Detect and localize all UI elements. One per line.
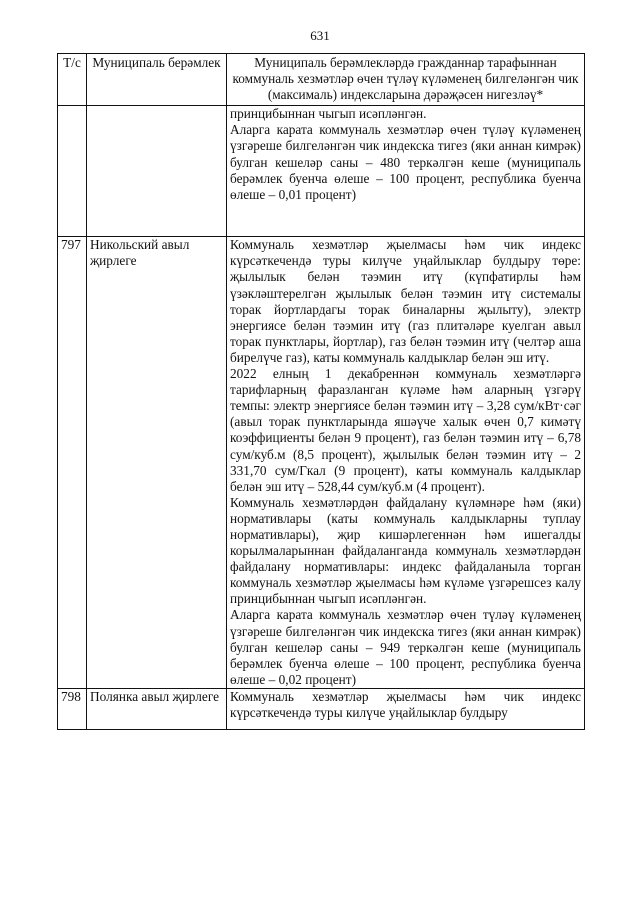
table-row xyxy=(58,106,585,237)
row-municipality: Никольский авыл җирлеге xyxy=(87,237,227,689)
page-number: 631 xyxy=(310,28,330,43)
header-municipality: Муниципаль берәмлек xyxy=(87,54,227,106)
row-num xyxy=(58,106,87,237)
row-description xyxy=(227,237,585,689)
row-num: 798 xyxy=(58,688,87,729)
row-municipality: Полянка авыл җирлеге xyxy=(87,688,227,729)
row-municipality xyxy=(87,106,227,237)
row-paragraph: Аларга карата коммуналь хезмәтләр өчен түләү күләменең үзгәреше билгеләнгән чик индекска тигез (яки аннан кимрәк) булган кешеләр саны – 949 теркәлгән кеше (муниципаль берәмлек буенча өлеше – 100 процент, республика буенча өлеше – 0,02 процент) xyxy=(230,607,581,687)
header-description: Муниципаль берәмлекләрдә гражданнар тарафыннан коммуналь хезмәтләр өчен түләү күләменең билгеләнгән чик (максималь) индексларына дәрәҗәсен нигезләү* xyxy=(227,54,585,106)
row-paragraph: принцибыннан чыгып исәпләнгән. xyxy=(230,106,427,122)
row-description xyxy=(227,688,585,729)
table-row xyxy=(58,688,585,729)
header-num: Т/с xyxy=(58,54,87,106)
row-paragraph: Коммуналь хезмәтләр җыелмасы һәм чик индекс күрсәткечендә туры килүче уңайлыклар булдыру xyxy=(230,688,581,720)
tariff-justification-table xyxy=(57,53,585,730)
row-paragraph: Коммуналь хезмәтләрдән файдалану күләмнәре һәм (яки) нормативлары (каты коммуналь калдыкларны туплау нормативлары), җир кишәрлегеннән һәм ишегалды корылмаларыннан файдаланганда коммуналь хезмәтләрдән файдалану нормативлары: индекс файдаланыла торган коммуналь хезмәтләр җыелмасы һәм күләме үзгәрешсез калу принцибыннан чыгып исәпләнгән. xyxy=(230,494,581,607)
row-description xyxy=(227,106,585,237)
row-paragraph: 2022 елның 1 декабреннән коммуналь хезмәтләргә тарифларның фаразланган күләме һәм аларның үзгәрү темпы: электр энергиясе белән тәэмин итү – 3,28 сум/кВт·сәг (авыл торак пунктларында яшәүче халык өчен 0,7 кимәтү коэффициенты белән 9 процент), газ белән тәэмин итү – 6,78 сум/куб.м (8,5 процент), җылылык белән тәэмин итү – 2 331,70 сум/Гкал (9 процент), каты коммуналь калдыклар белән эш итү – 528,44 сум/куб.м (4 процент). xyxy=(230,366,581,494)
row-paragraph: Аларга карата коммуналь хезмәтләр өчен түләү күләменең үзгәреше билгеләнгән чик индекска тигез (яки аннан кимрәк) булган кешеләр саны – 480 теркәлгән кеше (муниципаль берәмлек буенча өлеше – 100 процент, республика буенча өлеше – 0,01 процент) xyxy=(230,122,581,202)
row-num: 797 xyxy=(58,237,87,689)
row-paragraph: Коммуналь хезмәтләр җыелмасы һәм чик индекс күрсәткечендә туры килүче уңайлыклар булдыру төре: җылылык белән тәэмин итү (күпфатирлы һәм үзәкләштерелгән җылылык белән тәэмин итү системалы торак йортлардагы торак биналарны җылыту), электр энергиясе белән тәэмин итү (газ плитәләре куелган авыл торак пунктлары, йортлар), газ белән тәэмин итү (челтәр аша бирелүче газ), каты коммуналь калдыклар белән эш итү. xyxy=(230,237,581,365)
table-row xyxy=(58,237,585,689)
table-header-row xyxy=(58,54,585,106)
